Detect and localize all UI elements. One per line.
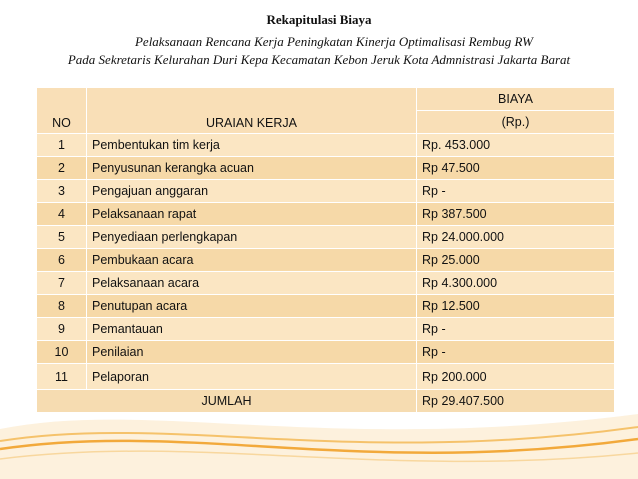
row-biaya: Rp - — [417, 180, 615, 203]
cost-table-container — [36, 87, 614, 413]
row-uraian: Penutupan acara — [87, 295, 417, 318]
row-no: 8 — [37, 295, 87, 318]
row-no: 3 — [37, 180, 87, 203]
total-value: Rp 29.407.500 — [417, 390, 615, 413]
header-uraian: URAIAN KERJA — [87, 88, 417, 134]
row-uraian: Penyusunan kerangka acuan — [87, 157, 417, 180]
row-uraian: Pembentukan tim kerja — [87, 134, 417, 157]
row-uraian: Penilaian — [87, 341, 417, 364]
table-row — [37, 295, 615, 318]
row-biaya: Rp - — [417, 318, 615, 341]
row-uraian: Pelaksanaan rapat — [87, 203, 417, 226]
swoosh-stroke-3 — [0, 451, 638, 461]
row-biaya: Rp 47.500 — [417, 157, 615, 180]
cost-table — [36, 87, 615, 413]
row-no: 5 — [37, 226, 87, 249]
row-uraian: Pelaksanaan acara — [87, 272, 417, 295]
table-row — [37, 226, 615, 249]
header-biaya: BIAYA — [417, 88, 615, 111]
row-uraian: Penyediaan perlengkapan — [87, 226, 417, 249]
document-subtitle: Pelaksanaan Rencana Kerja Peningkatan Kinerja Optimalisasi Rembug RW — [134, 34, 533, 49]
row-uraian: Pengajuan anggaran — [87, 180, 417, 203]
table-row — [37, 364, 615, 390]
header-biaya-unit: (Rp.) — [417, 111, 615, 134]
row-no: 4 — [37, 203, 87, 226]
row-no: 1 — [37, 134, 87, 157]
document-title: Rekapitulasi Biaya — [266, 12, 372, 27]
row-no: 2 — [37, 157, 87, 180]
row-no: 10 — [37, 341, 87, 364]
row-biaya: Rp - — [417, 341, 615, 364]
row-no: 11 — [37, 364, 87, 390]
table-header-row — [37, 88, 615, 111]
row-no: 6 — [37, 249, 87, 272]
total-label: JUMLAH — [37, 390, 417, 413]
table-row — [37, 157, 615, 180]
table-row — [37, 134, 615, 157]
row-uraian: Pemantauan — [87, 318, 417, 341]
row-uraian: Pelaporan — [87, 364, 417, 390]
table-row — [37, 341, 615, 364]
document-location: Pada Sekretaris Kelurahan Duri Kepa Kecamatan Kebon Jeruk Kota Admnistrasi Jakarta Barat — [67, 52, 571, 67]
swoosh-stroke-1 — [0, 427, 638, 443]
row-biaya: Rp 387.500 — [417, 203, 615, 226]
swoosh-stroke-2 — [0, 439, 638, 453]
table-row — [37, 180, 615, 203]
row-biaya: Rp 24.000.000 — [417, 226, 615, 249]
row-biaya: Rp 12.500 — [417, 295, 615, 318]
row-no: 7 — [37, 272, 87, 295]
table-row — [37, 249, 615, 272]
header-no: NO — [37, 88, 87, 134]
table-row — [37, 272, 615, 295]
row-biaya: Rp 25.000 — [417, 249, 615, 272]
row-uraian: Pembukaan acara — [87, 249, 417, 272]
row-biaya: Rp 4.300.000 — [417, 272, 615, 295]
table-row — [37, 203, 615, 226]
row-biaya: Rp 200.000 — [417, 364, 615, 390]
row-no: 9 — [37, 318, 87, 341]
table-total-row — [37, 390, 615, 413]
row-biaya: Rp. 453.000 — [417, 134, 615, 157]
table-row — [37, 318, 615, 341]
swoosh-band-light — [0, 414, 638, 479]
